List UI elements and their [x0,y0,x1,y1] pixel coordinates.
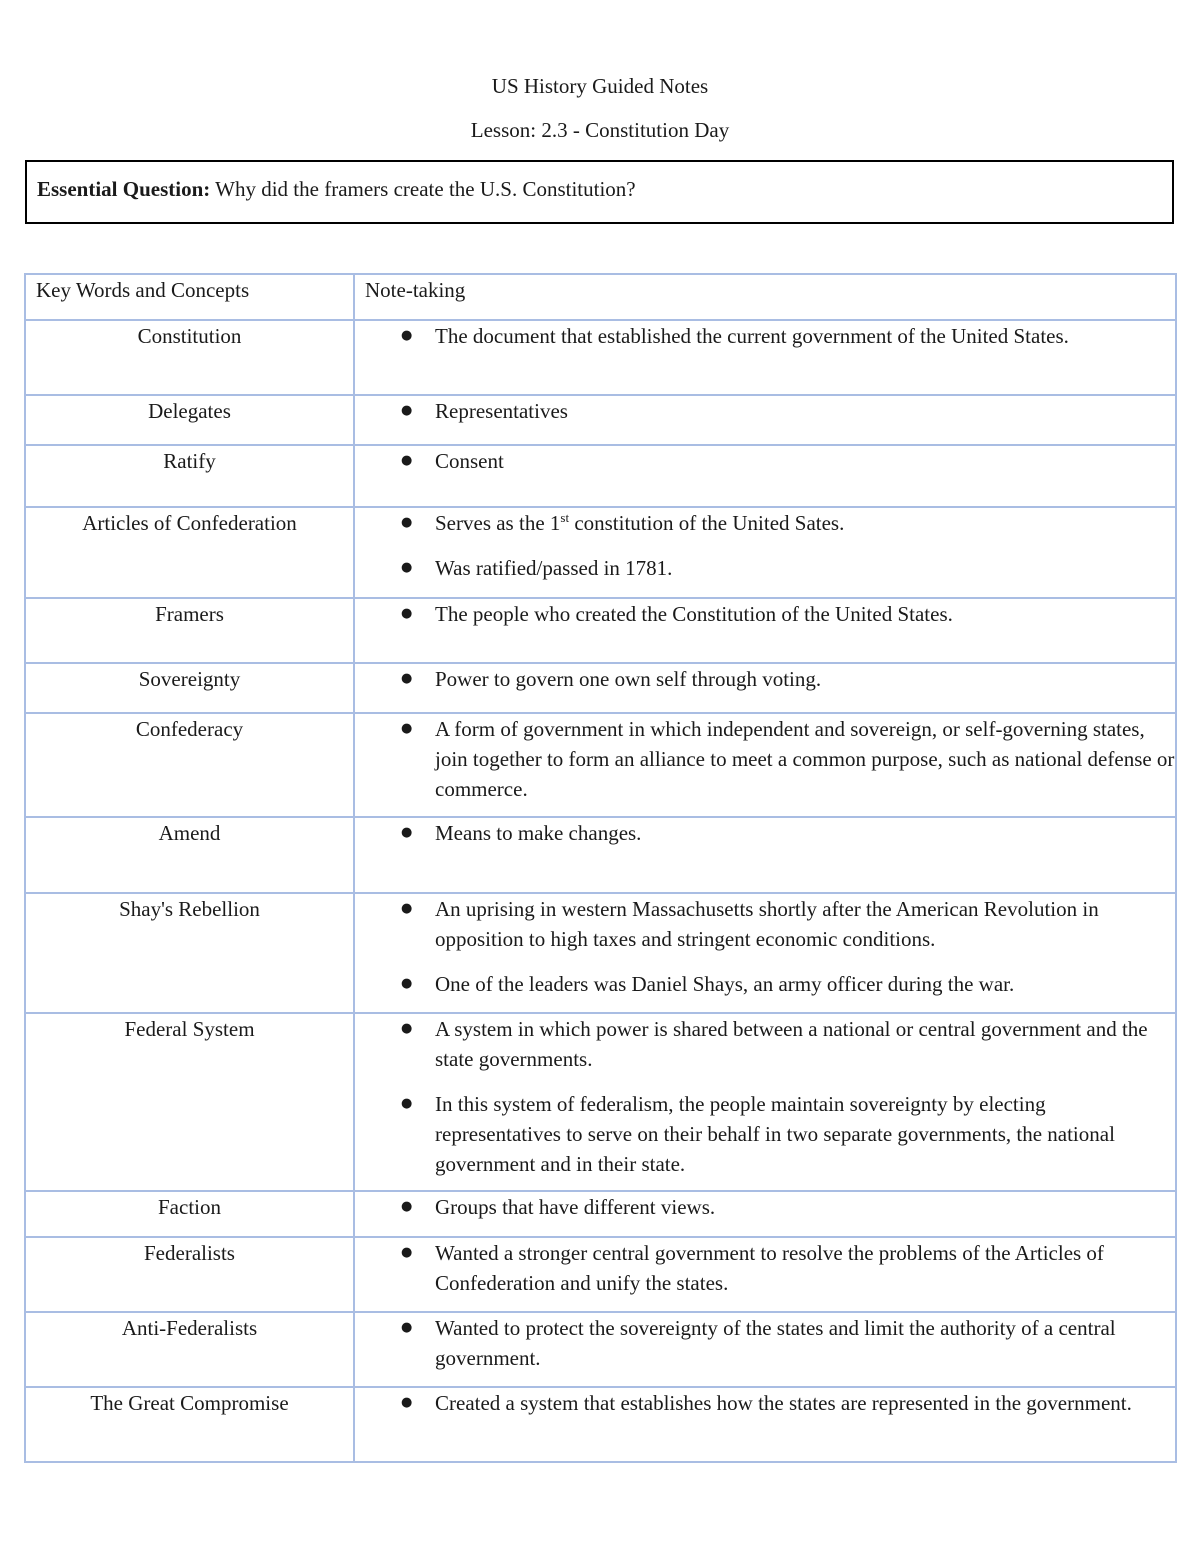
note-item: ● The people who created the Constitution of the United States. [355,599,1175,629]
note-cell [354,893,1176,1013]
note-item: ● Was ratified/passed in 1781. [355,553,1175,583]
note-item: ● An uprising in western Massachusetts shortly after the American Revolution in opposition to high taxes and stringent economic conditions. [355,894,1175,954]
note-item: ● Consent [355,446,1175,476]
table-row [25,817,1176,893]
note-item: ● Power to govern one own self through voting. [355,664,1175,694]
note-list [355,446,1175,476]
note-list [355,396,1175,426]
note-cell [354,320,1176,395]
key-term: Delegates [25,395,354,445]
note-list [355,714,1175,804]
table-row [25,713,1176,817]
note-cell [354,713,1176,817]
note-cell [354,1237,1176,1312]
header-key-words: Key Words and Concepts [25,274,354,320]
table-row [25,395,1176,445]
key-term: Faction [25,1191,354,1237]
note-list [355,508,1175,583]
note-item: ● Means to make changes. [355,818,1175,848]
note-item: ● Groups that have different views. [355,1192,1175,1222]
key-term: Federal System [25,1013,354,1191]
table-row [25,1191,1176,1237]
note-item: ● One of the leaders was Daniel Shays, an army officer during the war. [355,969,1175,999]
note-list [355,1313,1175,1373]
note-item: ● In this system of federalism, the people maintain sovereignty by electing representatives to serve on their behalf in two separate governments, the national government and in their state. [355,1089,1175,1179]
note-cell [354,1191,1176,1237]
note-list [355,664,1175,694]
table-row [25,1237,1176,1312]
note-list [355,818,1175,848]
essential-question-text: Why did the framers create the U.S. Constitution? [215,177,636,201]
key-term: Articles of Confederation [25,507,354,598]
key-term: Shay's Rebellion [25,893,354,1013]
table-row [25,598,1176,663]
note-cell [354,507,1176,598]
key-term: Federalists [25,1237,354,1312]
note-item: ● Representatives [355,396,1175,426]
header-note-taking: Note-taking [354,274,1176,320]
table-row [25,1312,1176,1387]
note-item: ● A form of government in which independent and sovereign, or self-governing states, join together to form an alliance to meet a common purpose, such as national defense or commerce. [355,714,1175,804]
note-list [355,1014,1175,1179]
note-cell [354,663,1176,713]
note-item: ● The document that established the current government of the United States. [355,321,1175,351]
lesson-title: Lesson: 2.3 - Constitution Day [470,118,730,142]
note-list [355,1192,1175,1222]
note-cell [354,1013,1176,1191]
note-cell [354,1387,1176,1462]
key-term: Ratify [25,445,354,507]
note-item: ● Wanted to protect the sovereignty of the states and limit the authority of a central government. [355,1313,1175,1373]
table-header-row [25,274,1176,320]
note-item: ● Wanted a stronger central government to resolve the problems of the Articles of Confederation and unify the states. [355,1238,1175,1298]
note-cell [354,445,1176,507]
table-row [25,507,1176,598]
key-term: Constitution [25,320,354,395]
document-title: US History Guided Notes [491,74,709,98]
key-term: Amend [25,817,354,893]
key-term: Sovereignty [25,663,354,713]
key-term: Confederacy [25,713,354,817]
note-list [355,1238,1175,1298]
note-item: ● A system in which power is shared between a national or central government and the state governments. [355,1014,1175,1074]
essential-question-box [25,160,1174,224]
note-list [355,894,1175,999]
note-cell [354,598,1176,663]
key-term: The Great Compromise [25,1387,354,1462]
essential-question-label: Essential Question: [37,177,211,201]
key-term: Anti-Federalists [25,1312,354,1387]
table-row [25,320,1176,395]
note-cell [354,817,1176,893]
table-row [25,893,1176,1013]
table-row [25,1013,1176,1191]
note-cell [354,395,1176,445]
key-term: Framers [25,598,354,663]
note-list [355,1388,1175,1418]
note-item: ● Serves as the 1st constitution of the United Sates. [355,508,1175,538]
note-cell [354,1312,1176,1387]
notes-table [24,273,1177,1463]
table-row [25,445,1176,507]
note-list [355,321,1175,351]
table-row [25,663,1176,713]
table-row [25,1387,1176,1462]
note-list [355,599,1175,629]
note-item: ● Created a system that establishes how the states are represented in the government. [355,1388,1175,1418]
